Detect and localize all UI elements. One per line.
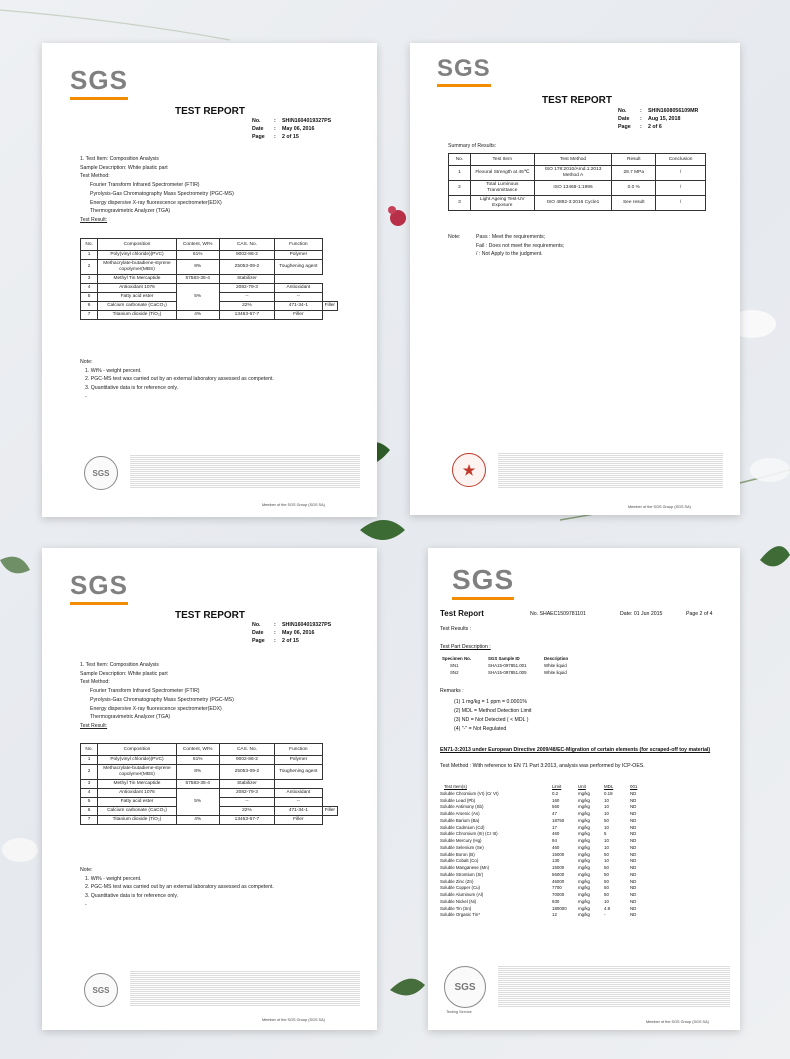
table-cell: ND <box>630 858 637 864</box>
report-title: Test Report <box>440 609 484 618</box>
table-cell: ND <box>630 865 637 870</box>
table-cell: 22% <box>219 807 274 816</box>
table-row <box>440 818 650 825</box>
directive-heading: EN71-3:2013 under European Directive 2009/48/EC-Migration of certain elements (for scraped-off toy material) <box>440 747 711 753</box>
table-cell: 3 <box>449 196 471 211</box>
table-cell: 5 <box>604 831 607 837</box>
table-cell: 4 <box>81 789 98 798</box>
table-cell: Methacrylate-butadiene-styrene copolymer(MBS) <box>98 765 176 780</box>
table-cell: ISO 178:2010/Amd.1:2013 Method A <box>534 166 612 181</box>
table-row <box>440 872 650 879</box>
table-cell: -- <box>275 798 322 807</box>
table-row <box>440 791 650 798</box>
test-report-page-1 <box>42 43 377 517</box>
table-cell: Calcium carbonate (CaCO₃) <box>98 302 176 311</box>
table-cell: 46000 <box>552 878 565 884</box>
table-cell: mg/kg <box>578 912 590 918</box>
table-cell: 12 <box>552 912 557 918</box>
table-cell: Flexural Strength at 45℃ <box>470 166 534 181</box>
composition-table: No. Composition Content, Wt% CAS. No. Function 1 Poly(vinyl chloride)(PVC) 61% 9002-86-2 Polymer 2 Methacrylate-butadiene-styrene copolymer(MBS) 8% 25053-09-2 Toughening agent 3 Methyl Tin Mercaptide 57583-35-4 Stabilizer 4 Antioxidant 1076 5% 2082-79-3 Antioxidant 5 Fatty acid ester -- -- 6 Calcium carbonate (CaCO₃) 22% 471-34-1 Filler 7 Titanium dioxide (TiO₂) 4% 13463-67-7 Filler <box>80 238 338 320</box>
specimen-table: Specimen No. SGS Sample ID Description SN1 SHA15-097851.001 White liquid SN2 SHA15-097851.005 White liquid <box>442 656 569 675</box>
table-cell: Soluble Zinc (Zn) <box>440 878 474 884</box>
table-cell: mg/kg <box>578 824 590 830</box>
table-cell: 25053-09-2 <box>219 260 274 275</box>
table-row <box>449 181 706 196</box>
table-cell: mg/kg <box>578 858 590 864</box>
table-cell: 61% <box>176 756 219 765</box>
table-cell: Filler <box>275 311 322 320</box>
sgs-seal-icon: SGS <box>444 966 486 1008</box>
sgs-logo: SGS <box>437 55 491 87</box>
table-row <box>440 906 650 913</box>
table-cell: 460 <box>552 831 560 837</box>
table-cell: 10 <box>604 838 609 843</box>
table-row <box>440 852 650 859</box>
table-cell: 5% <box>176 789 219 816</box>
table-cell: 61% <box>176 251 219 260</box>
table-cell: 9002-86-2 <box>219 756 274 765</box>
table-cell: 5 <box>81 798 98 807</box>
table-cell: 1 <box>449 166 471 181</box>
table-cell: mg/kg <box>578 871 590 877</box>
report-notes: Note: 1. Wt% - weight percent. 2. PGC-MS test was carried out by an external laboratory assessed as competent. 3. Quantitative data is for reference only. - <box>80 867 274 908</box>
table-cell: 13463-67-7 <box>219 311 274 320</box>
table-cell: 4% <box>176 311 219 320</box>
report-intro: 1. Test Item: Composition Analysis Sample Description: White plastic part Test Method: Fourier Transform Infrared Spectrometer (FTIR) Pyrolysis-Gas Chromatography Mass Spectrometry (PGC-MS) Energy dispersive X-ray fluorescence spectrometer(EDX) Thermogravimetric Analyzer (TGA) Test Result: <box>80 156 234 223</box>
table-cell: Titanium dioxide (TiO₂) <box>98 816 176 825</box>
table-cell: 57583-35-4 <box>176 780 219 789</box>
table-cell: 2 <box>449 181 471 196</box>
remarks-list: (1) 1 mg/kg = 1 ppm = 0.0001% (2) MDL = Method Detection Limit (3) ND = Not Detected ( < MDL ) (4) "-" = Not Regulated <box>454 699 532 732</box>
table-cell: 0.2 <box>552 790 559 796</box>
sgs-seal-icon: SGS <box>84 456 118 490</box>
table-cell: 0.0 % <box>612 181 656 196</box>
table-cell: Soluble Organic Tin* <box>440 912 481 918</box>
table-cell: ND <box>630 811 637 816</box>
table-cell: Fatty acid ester <box>98 293 176 302</box>
table-row <box>81 765 338 780</box>
report-page: Page 2 of 4 <box>686 611 713 617</box>
table-cell: 1 <box>81 251 98 260</box>
table-cell: Light Ageing Test-UV Exposure <box>470 196 534 211</box>
table-cell: 22% <box>219 302 274 311</box>
table-cell: ND <box>630 804 637 810</box>
table-row <box>440 899 650 906</box>
table-row <box>81 260 338 275</box>
table-cell: 50 <box>604 878 609 884</box>
table-cell: 10 <box>604 898 609 904</box>
table-cell: 560 <box>552 804 560 810</box>
table-cell: Antioxidant 1076 <box>98 284 176 293</box>
table-cell: mg/kg <box>578 878 590 884</box>
table-cell: ND <box>630 831 637 837</box>
table-cell: 70000 <box>552 892 565 897</box>
table-row <box>440 838 650 845</box>
test-report-page-4 <box>428 548 740 1030</box>
table-cell: Soluble Mercury (Hg) <box>440 838 482 843</box>
table-cell: See result <box>612 196 656 211</box>
table-cell: ND <box>630 797 637 803</box>
table-row <box>440 831 650 838</box>
table-row <box>449 166 706 181</box>
table-cell: Soluble Selenium (Se) <box>440 844 484 850</box>
test-report-page-2 <box>410 43 740 515</box>
table-cell: Soluble Chromium (VI) (Cr VI) <box>440 790 499 796</box>
table-cell: 94 <box>552 838 557 843</box>
table-cell: Soluble Aluminum (Al) <box>440 892 484 897</box>
report-title: TEST REPORT <box>175 610 246 621</box>
table-cell: mg/kg <box>578 831 590 837</box>
table-cell: ND <box>630 905 637 911</box>
table-row <box>81 780 338 789</box>
table-cell: 47 <box>552 811 557 816</box>
table-cell: 2 <box>81 765 98 780</box>
table-row <box>440 912 650 919</box>
red-seal-icon: ★ <box>452 453 486 487</box>
table-cell: 0.18 <box>604 790 613 796</box>
table-cell: Methyl Tin Mercaptide <box>98 780 176 789</box>
table-cell: mg/kg <box>578 885 590 891</box>
table-cell: Poly(vinyl chloride)(PVC) <box>98 251 176 260</box>
elements-table: Test Item(s) Limit Unit MDL 001 Soluble Chromium (VI) (Cr VI) 0.2 mg/kg 0.18 ND Soluble Lead (Pb) 160 mg/kg 10 ND Soluble Antimony (Sb) 560 mg/kg 10 ND Soluble Arsenic (As) 47 mg/kg 10 ND Soluble Barium (Ba) 18750 mg/kg 50 ND Soluble Cadmium (Cd) 17 mg/kg 10 ND Soluble Chromium (III) (Cr III) 460 mg/kg 5 ND Soluble Mercury (Hg) 94 mg/kg 10 ND Soluble Selenium (Se) 460 mg/kg 10 ND Soluble Boron (B) 15000 mg/kg 50 ND Soluble Cobalt (Co) 130 mg/kg 10 ND Soluble Manganese (Mn) 15000 mg/kg 50 ND Soluble Strontium (Sr) 56000 mg/kg 50 ND Soluble Zinc (Zn) 46000 mg/kg 50 ND Soluble Copper (Cu) 7700 mg/kg 50 ND Soluble Aluminum (Al) 70000 mg/kg 50 ND Soluble Nickel (Ni) 930 mg/kg 10 ND Soluble Tin (Sn) 180000 mg/kg 4.9 ND Soluble Organic Tin* 12 mg/kg - ND <box>440 784 650 919</box>
report-intro: 1. Test Item: Composition Analysis Sample Description: White plastic part Test Method: Fourier Transform Infrared Spectrometer (FTIR) Pyrolysis-Gas Chromatography Mass Spectrometry (PGC-MS) Energy dispersive X-ray fluorescence spectrometer(EDX) Thermogravimetric Analyzer (TGA) Test Result: <box>80 662 234 729</box>
table-cell: Methyl Tin Mercaptide <box>98 275 176 284</box>
table-cell: -- <box>219 798 274 807</box>
sgs-seal-icon: SGS <box>84 973 118 1007</box>
table-cell: 4.9 <box>604 905 611 911</box>
table-row <box>440 892 650 899</box>
table-cell: 8% <box>176 765 219 780</box>
table-row <box>81 284 338 293</box>
table-cell: mg/kg <box>578 905 590 911</box>
table-cell: 10 <box>604 797 609 803</box>
table-cell: Methacrylate-butadiene-styrene copolymer(MBS) <box>98 260 176 275</box>
table-cell: ND <box>630 790 637 796</box>
table-cell: Poly(vinyl chloride)(PVC) <box>98 756 176 765</box>
table-cell: 130 <box>552 858 560 864</box>
report-number: No. SHAEC1509781101 <box>530 611 586 617</box>
table-cell: ISO 13468-1:1996 <box>534 181 612 196</box>
table-cell: ND <box>630 885 637 891</box>
table-row <box>440 845 650 852</box>
table-cell: Fatty acid ester <box>98 798 176 807</box>
table-cell: mg/kg <box>578 838 590 843</box>
table-cell: ND <box>630 892 637 897</box>
summary-table: No. Test Item Test Method Result Conclusion 1 Flexural Strength at 45℃ ISO 178:2010/Amd.1:2013 Method A 28.7 MPa / 2 Total Luminous Transmittance ISO 13468-1:1996 0.0 % / 3 Light Ageing Test-UV Exposure ISO 4892-3:2016 Cycle1 See result / <box>448 153 706 211</box>
table-cell: Antioxidant <box>275 789 322 798</box>
table-cell: ND <box>630 844 637 850</box>
sgs-logo: SGS <box>70 65 128 100</box>
table-cell: mg/kg <box>578 898 590 904</box>
table-cell: Antioxidant 1076 <box>98 789 176 798</box>
table-cell: 7 <box>81 311 98 320</box>
table-cell: 7 <box>81 816 98 825</box>
table-cell: Total Luminous Transmittance <box>470 181 534 196</box>
table-cell: 471-34-1 <box>275 807 322 816</box>
member-note: Member of the SGS Group (SGS SA) <box>262 1018 325 1022</box>
table-cell: mg/kg <box>578 811 590 816</box>
sgs-logo: SGS <box>452 564 514 600</box>
table-cell: 50 <box>604 871 609 877</box>
table-cell: 10 <box>604 824 609 830</box>
table-cell: -- <box>275 293 322 302</box>
table-cell: ISO 4892-3:2016 Cycle1 <box>534 196 612 211</box>
table-cell: mg/kg <box>578 797 590 803</box>
table-cell: Soluble Arsenic (As) <box>440 811 480 816</box>
results-label: Test Results : <box>440 626 472 632</box>
table-cell: 10 <box>604 844 609 850</box>
table-row <box>440 858 650 865</box>
table-cell: Soluble Nickel (Ni) <box>440 898 477 904</box>
summary-notes: Note: Pass : Meet the requirements; Fail : Does not meet the requirements; / : Not Apply to the judgment. <box>448 234 565 258</box>
table-cell: Polymer <box>275 251 322 260</box>
table-cell: 2082-79-3 <box>219 789 274 798</box>
table-cell: Soluble Antimony (Sb) <box>440 804 484 810</box>
test-report-page-3 <box>42 548 377 1030</box>
table-cell: Soluble Cobalt (Co) <box>440 858 479 864</box>
table-cell: 180000 <box>552 905 567 911</box>
table-cell: ND <box>630 912 637 918</box>
table-cell: / <box>656 181 706 196</box>
table-row <box>440 804 650 811</box>
table-cell: Toughening agent <box>275 260 322 275</box>
table-cell: Soluble Barium (Ba) <box>440 817 480 823</box>
table-cell: 5 <box>81 293 98 302</box>
table-row <box>440 825 650 832</box>
table-cell: 15000 <box>552 851 565 857</box>
table-cell: mg/kg <box>578 790 590 796</box>
table-cell: mg/kg <box>578 844 590 850</box>
table-cell: Filler <box>322 302 337 311</box>
table-row <box>440 865 650 872</box>
table-cell: 5% <box>176 284 219 311</box>
table-cell: ND <box>630 878 637 884</box>
seal-caption: Testing Service <box>446 1010 472 1014</box>
table-cell: Soluble Strontium (Sr) <box>440 871 484 877</box>
table-cell: 471-34-1 <box>275 302 322 311</box>
table-cell: Stabilizer <box>219 275 274 284</box>
table-row <box>81 251 338 260</box>
table-cell: Toughening agent <box>275 765 322 780</box>
table-row <box>81 789 338 798</box>
table-cell: 50 <box>604 892 609 897</box>
table-cell: 9002-86-2 <box>219 251 274 260</box>
table-cell: 6 <box>81 302 98 311</box>
remarks-label: Remarks : <box>440 688 464 694</box>
table-cell: Filler <box>322 807 337 816</box>
table-cell: Stabilizer <box>219 780 274 789</box>
table-row <box>81 756 338 765</box>
report-title: TEST REPORT <box>542 95 613 106</box>
table-cell: ND <box>630 898 637 904</box>
berry-icon <box>390 210 406 226</box>
table-cell: Calcium carbonate (CaCO₃) <box>98 807 176 816</box>
table-cell: Titanium dioxide (TiO₂) <box>98 311 176 320</box>
table-cell: Soluble Cadmium (Cd) <box>440 824 485 830</box>
report-header: No. : SHIN1604019327PS Date : May 06, 2016 Page : 2 of 15 <box>252 118 332 140</box>
legal-fine-print <box>498 966 730 1008</box>
table-cell: ND <box>630 838 637 843</box>
table-cell: 4 <box>81 284 98 293</box>
legal-fine-print <box>130 455 360 489</box>
table-cell: / <box>656 166 706 181</box>
report-header: No. : SHIN1608056109MR Date : Aug 15, 2018 Page : 2 of 6 <box>618 108 699 130</box>
table-cell: 10 <box>604 858 609 864</box>
table-cell: Soluble Boron (B) <box>440 851 475 857</box>
table-cell: 25053-09-2 <box>219 765 274 780</box>
table-cell: 8% <box>176 260 219 275</box>
table-row <box>440 811 650 818</box>
table-cell: 17 <box>552 824 557 830</box>
table-cell: 50 <box>604 817 609 823</box>
table-cell: 4% <box>176 816 219 825</box>
summary-label: Summary of Results: <box>448 143 497 149</box>
table-cell: 15000 <box>552 865 565 870</box>
table-cell: 18750 <box>552 817 565 823</box>
table-cell: 160 <box>552 797 560 803</box>
report-date: Date: 01 Jun 2015 <box>620 611 663 617</box>
legal-fine-print <box>498 453 723 489</box>
table-cell: ND <box>630 817 637 823</box>
table-cell: 3 <box>81 275 98 284</box>
table-cell: Soluble Tin (Sn) <box>440 905 472 911</box>
test-method: Test Method : With reference to EN 71 Part 3:2013, analysis was performed by ICP-OES. <box>440 763 645 769</box>
report-notes: Note: 1. Wt% - weight percent. 2. PGC-MS test was carried out by an external laboratory assessed as competent. 3. Quantitative data is for reference only. - <box>80 359 274 400</box>
table-cell: 3 <box>81 780 98 789</box>
table-cell: 460 <box>552 844 560 850</box>
member-note: Member of the SGS Group (SGS SA) <box>646 1020 709 1024</box>
table-cell: mg/kg <box>578 892 590 897</box>
member-note: Member of the SGS Group (SGS SA) <box>628 505 691 509</box>
table-cell: 28.7 MPa <box>612 166 656 181</box>
table-cell: ND <box>630 871 637 877</box>
table-cell: -- <box>219 293 274 302</box>
member-note: Member of the SGS Group (SGS SA) <box>262 503 325 507</box>
table-cell: 2 <box>81 260 98 275</box>
table-row <box>81 275 338 284</box>
table-cell: 7700 <box>552 885 562 891</box>
table-cell: Soluble Lead (Pb) <box>440 797 476 803</box>
legal-fine-print <box>130 971 360 1006</box>
table-cell: mg/kg <box>578 865 590 870</box>
table-row <box>81 816 338 825</box>
report-header: No. : SHIN1604019327PS Date : May 06, 2016 Page : 2 of 15 <box>252 622 332 644</box>
table-row <box>440 885 650 892</box>
table-row <box>81 311 338 320</box>
table-cell: Polymer <box>275 756 322 765</box>
table-cell: 50 <box>604 851 609 857</box>
table-cell: Filler <box>275 816 322 825</box>
table-cell: - <box>604 912 606 918</box>
table-cell: 57583-35-4 <box>176 275 219 284</box>
table-cell: Antioxidant <box>275 284 322 293</box>
table-cell: Soluble Chromium (III) (Cr III) <box>440 831 498 837</box>
table-cell: 930 <box>552 898 560 904</box>
table-cell: mg/kg <box>578 817 590 823</box>
table-cell: mg/kg <box>578 804 590 810</box>
table-cell: Soluble Copper (Cu) <box>440 885 481 891</box>
table-cell: 10 <box>604 804 609 810</box>
table-cell: 6 <box>81 807 98 816</box>
table-row <box>440 798 650 805</box>
table-cell: ND <box>630 824 637 830</box>
sgs-logo: SGS <box>70 570 128 605</box>
table-cell: 56000 <box>552 871 565 877</box>
composition-table: No. Composition Content, Wt% CAS. No. Function 1 Poly(vinyl chloride)(PVC) 61% 9002-86-2 Polymer 2 Methacrylate-butadiene-styrene copolymer(MBS) 8% 25053-09-2 Toughening agent 3 Methyl Tin Mercaptide 57583-35-4 Stabilizer 4 Antioxidant 1076 5% 2082-79-3 Antioxidant 5 Fatty acid ester -- -- 6 Calcium carbonate (CaCO₃) 22% 471-34-1 Filler 7 Titanium dioxide (TiO₂) 4% 13463-67-7 Filler <box>80 743 338 825</box>
table-cell: 10 <box>604 811 609 816</box>
table-cell: 2082-79-3 <box>219 284 274 293</box>
table-cell: ND <box>630 851 637 857</box>
report-title: TEST REPORT <box>175 106 246 117</box>
table-cell: 1 <box>81 756 98 765</box>
table-row <box>449 196 706 211</box>
table-row <box>440 879 650 886</box>
table-cell: / <box>656 196 706 211</box>
table-cell: Soluble Manganese (Mn) <box>440 865 490 870</box>
table-cell: 13463-67-7 <box>219 816 274 825</box>
table-cell: mg/kg <box>578 851 590 857</box>
part-description-label: Test Part Description : <box>440 644 491 650</box>
table-cell: 50 <box>604 885 609 891</box>
table-cell: 50 <box>604 865 609 870</box>
